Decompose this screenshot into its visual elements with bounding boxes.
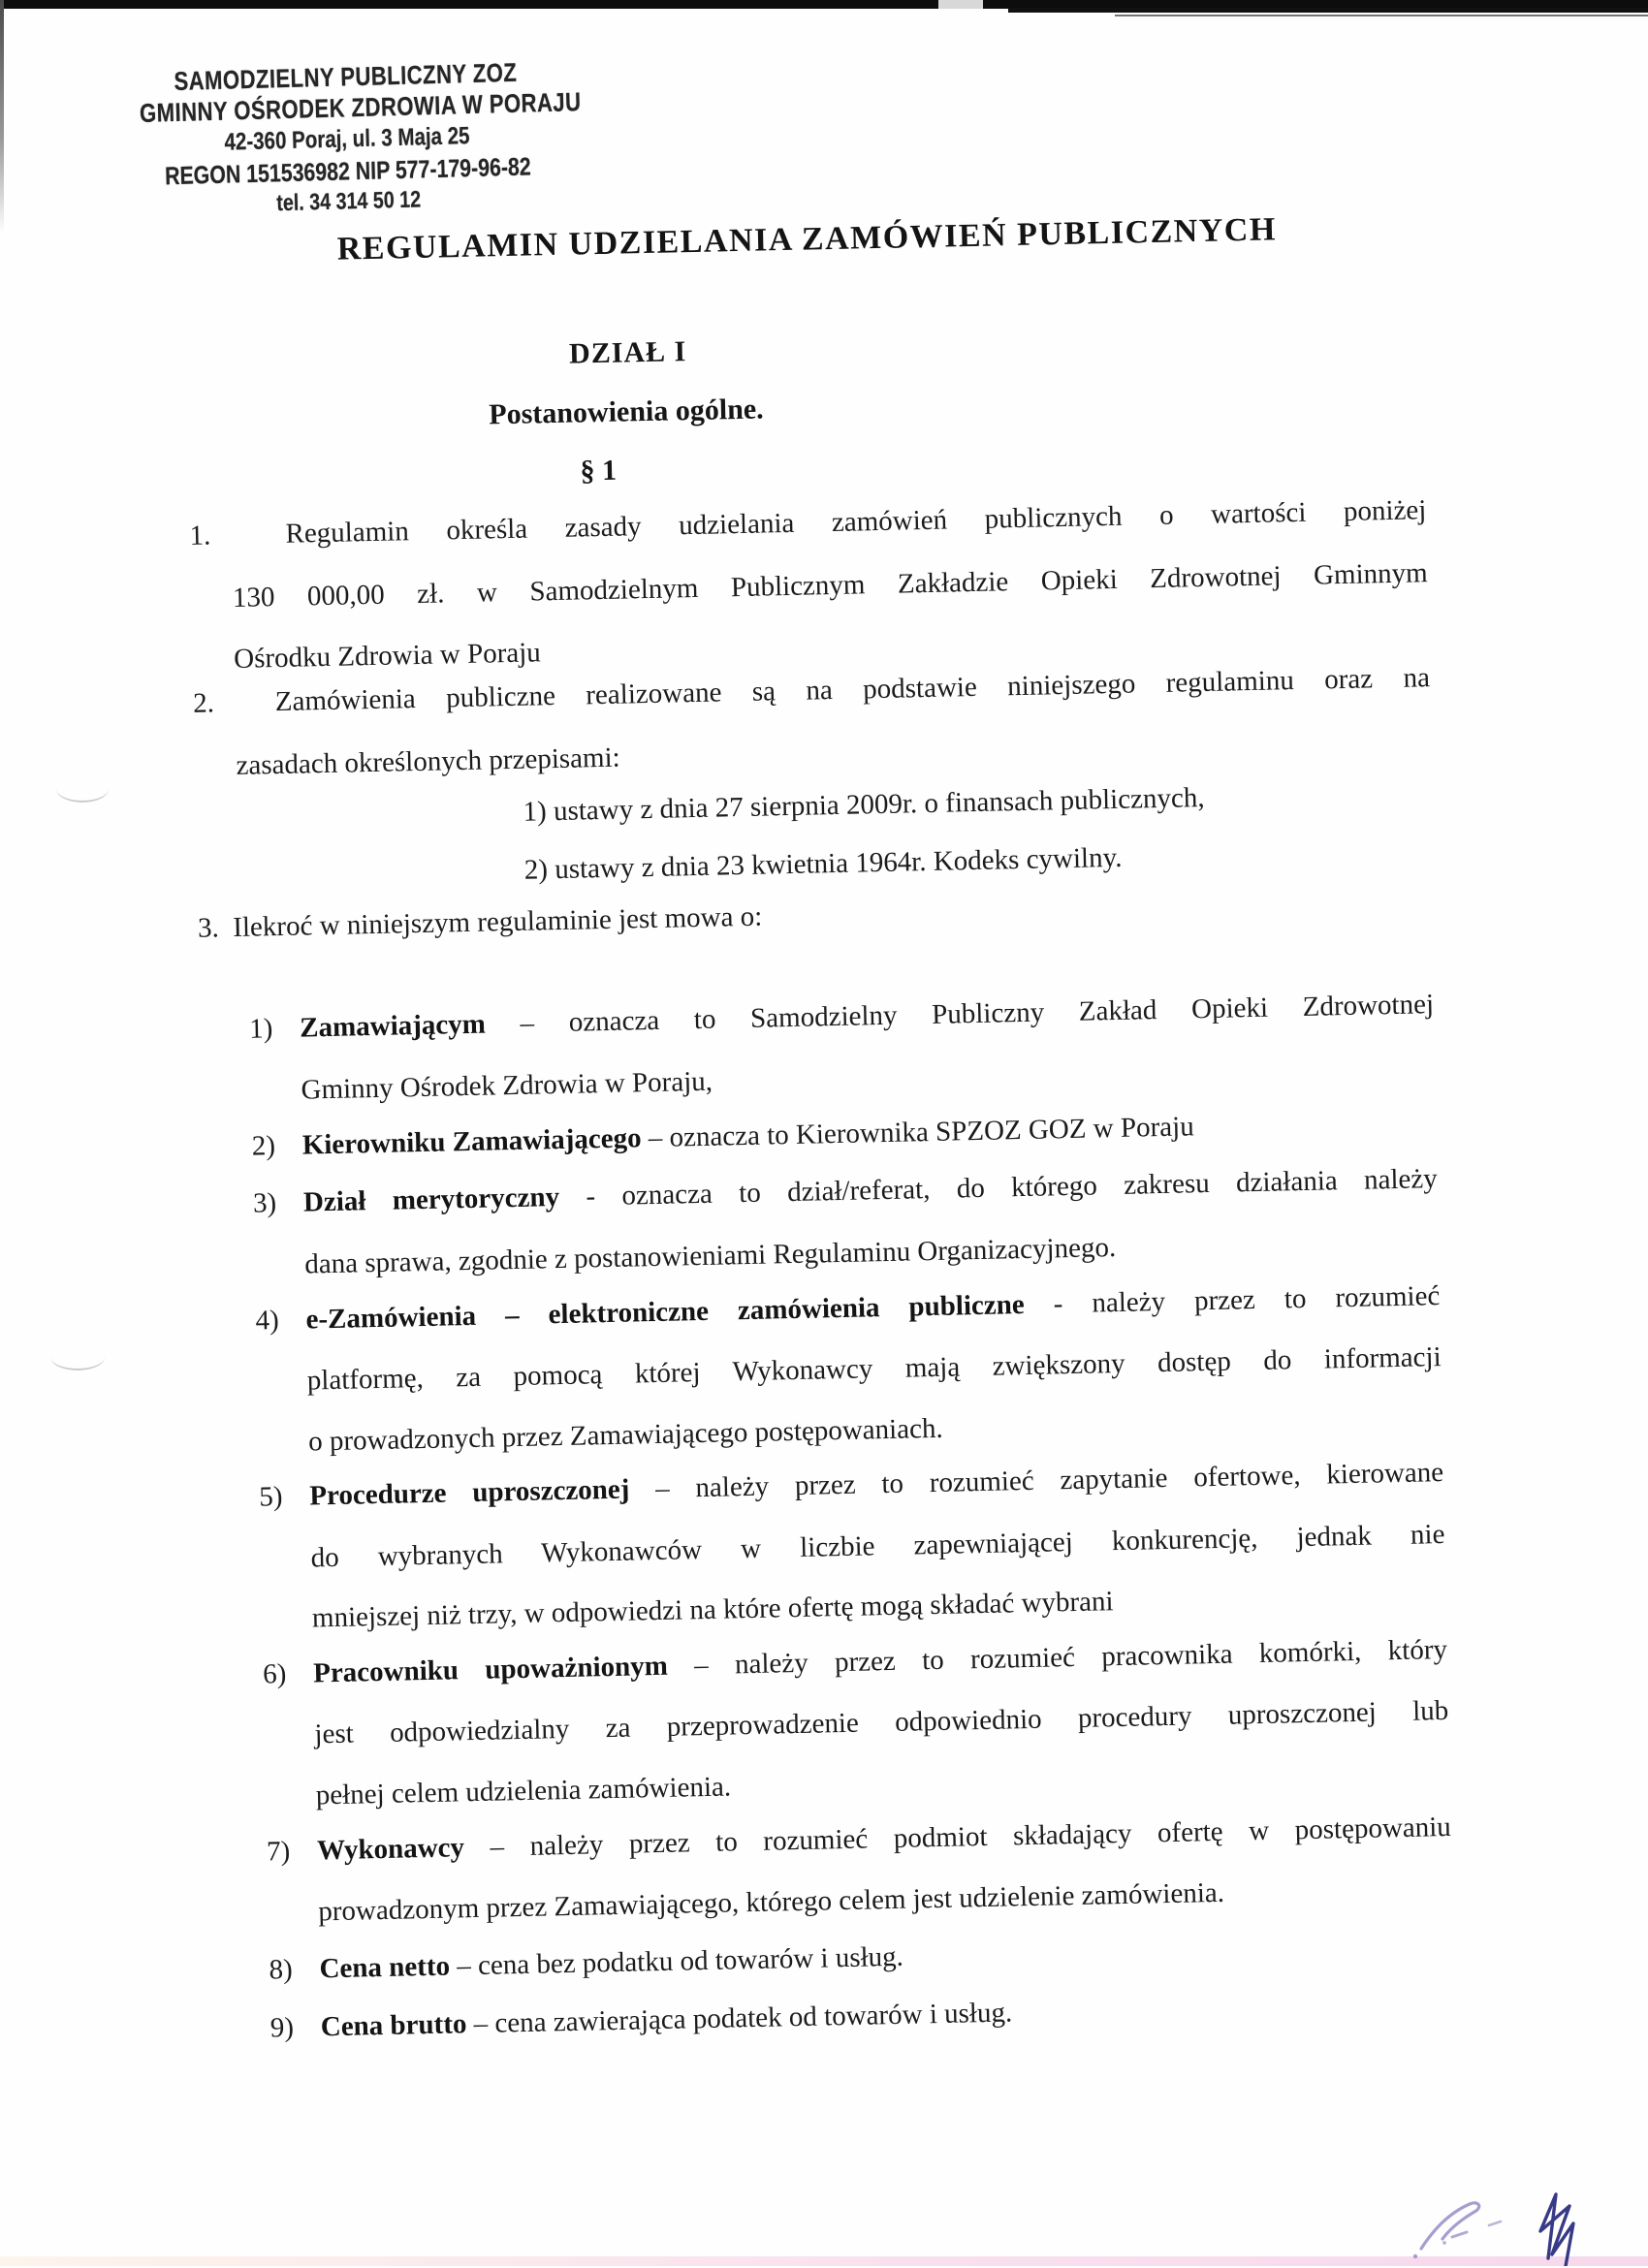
- line-text: jest odpowiedzialny za przeprowadzenie odpowiednio procedury uproszczonej lub: [314, 1694, 1449, 1750]
- document-line: [262, 1630, 1448, 1692]
- document-line: [266, 1808, 1452, 1870]
- list-number: 3.: [197, 912, 220, 944]
- document-line: [312, 1582, 1114, 1637]
- line-text: – cena bez podatku od towarów i usług.: [449, 1940, 904, 1982]
- section-heading: DZIAŁ I: [568, 335, 687, 370]
- document-line: [198, 898, 763, 948]
- line-text: Gminny Ośrodek Zdrowia w Poraju,: [301, 1065, 713, 1106]
- document-line: [523, 838, 1122, 890]
- line-text: – cena zawierająca podatek od towarów i usług.: [466, 1997, 1013, 2040]
- line-text: Regulamin określa zasady udzielania zamówień publicznych o wartości poniżej: [285, 494, 1427, 550]
- document-title: REGULAMIN UDZIELANIA ZAMÓWIEŃ PUBLICZNYCH: [336, 211, 1278, 268]
- line-text: Pracowniku upoważnionym: [312, 1650, 669, 1689]
- list-number: 3): [252, 1187, 277, 1219]
- section-subheading: Postanowienia ogólne.: [488, 393, 764, 431]
- line-text: 2) ustawy z dnia 23 kwietnia 1964r. Kodeks cywilny.: [523, 841, 1123, 886]
- line-text: Cena netto: [319, 1950, 451, 1985]
- line-text: Ilekroć w niniejszym regulaminie jest mowa o:: [232, 900, 763, 944]
- line-text: pełnej celem udzielenia zamówienia.: [315, 1771, 732, 1811]
- line-text: do wybranych Wykonawców w liczbie zapewniającej konkurencję, jednak nie: [310, 1518, 1445, 1574]
- scan-edge-top-line: [1115, 15, 1648, 16]
- stamp-line-address: 42-360 Poraj, ul. 3 Maja 25: [224, 122, 470, 156]
- stamp-line-org-type: SAMODZIELNY PUBLICZNY ZOZ: [174, 57, 518, 97]
- scan-edge-left: [0, 0, 4, 233]
- document-line: [314, 1691, 1449, 1753]
- scan-arc-artifact: [56, 775, 109, 803]
- list-number: 2): [251, 1130, 276, 1162]
- line-text: prowadzonym przez Zamawiającego, którego celem jest udzielenie zamówienia.: [317, 1876, 1225, 1928]
- scan-arc-artifact: [50, 1343, 105, 1370]
- line-text: Dział merytoryczny: [302, 1181, 560, 1218]
- list-number: 8): [269, 1953, 294, 1986]
- handwritten-initials-dark-icon: [1535, 2187, 1604, 2266]
- line-text: Cena brutto: [320, 2008, 467, 2043]
- scan-edge-top-thick: [1008, 8, 1648, 13]
- list-number: 9): [269, 2011, 295, 2044]
- line-text: Ośrodku Zdrowia w Poraju: [233, 637, 542, 675]
- list-number: 5): [259, 1481, 283, 1513]
- line-text: zasadach określonych przepisami:: [236, 741, 620, 781]
- line-text: – należy przez to rozumieć podmiot składający ofertę w postępowaniu: [463, 1811, 1452, 1864]
- list-number: 1): [248, 1013, 273, 1045]
- list-number: 4): [255, 1305, 280, 1337]
- document-line: [523, 778, 1205, 832]
- paragraph-mark: § 1: [580, 454, 618, 488]
- line-text: e-Zamówienia – elektroniczne zamówienia publiczne: [305, 1289, 1026, 1336]
- line-text: Zamawiającym: [299, 1008, 487, 1044]
- list-number: 6): [262, 1658, 287, 1690]
- list-number: 7): [266, 1836, 291, 1868]
- line-text: o prowadzonych przez Zamawiającego postępowaniach.: [307, 1412, 943, 1458]
- document-line: [269, 1993, 1013, 2046]
- line-text: dana sprawa, zgodnie z postanowieniami Regulaminu Organizacyjnego.: [303, 1232, 1117, 1280]
- organization-stamp: [93, 55, 601, 225]
- document-line: [315, 1767, 731, 1814]
- document-line: [252, 1159, 1439, 1221]
- line-text: Zamówienia publiczne realizowane są na podstawie niniejszego regulaminu oraz na: [274, 662, 1431, 718]
- list-number: 2.: [192, 687, 215, 719]
- handwritten-initials-light-icon: [1408, 2192, 1529, 2262]
- line-text: 130 000,00 zł. w Samodzielnym Publicznym Zakładzie Opieki Zdrowotnej Gminnym: [232, 557, 1428, 614]
- line-text: platformę, za pomocą której Wykonawcy mają zwiększony dostęp do informacji: [306, 1341, 1442, 1397]
- document-line: [232, 553, 1428, 617]
- document-line: [248, 985, 1435, 1047]
- line-text: – należy przez to rozumieć pracownika komórki, który: [667, 1633, 1448, 1682]
- stamp-line-regon-nip: REGON 151536982 NIP 577-179-96-82: [164, 151, 532, 191]
- document-line: [308, 1409, 943, 1462]
- line-text: – oznacza to Samodzielny Publiczny Zakład Opieki Zdrowotnej: [485, 989, 1435, 1040]
- scan-edge-bottom-pink: [0, 2256, 1648, 2266]
- document-line: [310, 1515, 1445, 1577]
- document-line: [234, 633, 541, 678]
- document-line: [306, 1338, 1442, 1400]
- stamp-line-phone: tel. 34 314 50 12: [275, 186, 422, 217]
- list-number: 1.: [189, 520, 211, 551]
- scan-edge-top-gap: [938, 0, 983, 9]
- line-text: - należy przez to rozumieć: [1024, 1280, 1441, 1321]
- line-text: – oznacza to Kierownika SPZOZ GOZ w Poraju: [641, 1111, 1194, 1154]
- document-line: [251, 1107, 1194, 1164]
- document-line: [269, 1937, 904, 1989]
- document-line: [304, 1228, 1117, 1284]
- document-line: [318, 1874, 1224, 1932]
- document-line: [236, 739, 620, 785]
- stamp-line-org-name: GMINNY OŚRODEK ZDROWIA W PORAJU: [139, 87, 582, 128]
- line-text: Kierowniku Zamawiającego: [301, 1122, 642, 1161]
- line-text: – należy przez to rozumieć zapytanie ofertowe, kierowane: [629, 1457, 1444, 1505]
- line-text: Wykonawcy: [316, 1832, 465, 1867]
- line-text: - oznacza to dział/referat, do którego zakresu działania należy: [558, 1163, 1439, 1213]
- line-text: 1) ustawy z dnia 27 sierpnia 2009r. o finansach publicznych,: [523, 782, 1205, 828]
- line-text: mniejszej niż trzy, w odpowiedzi na które ofertę mogą składać wybrani: [311, 1586, 1114, 1634]
- document-line: [189, 490, 1427, 555]
- line-text: Procedurze uproszczonej: [309, 1473, 630, 1512]
- document-line: [301, 1062, 713, 1110]
- document-line: [259, 1453, 1444, 1515]
- document-line: [255, 1276, 1441, 1339]
